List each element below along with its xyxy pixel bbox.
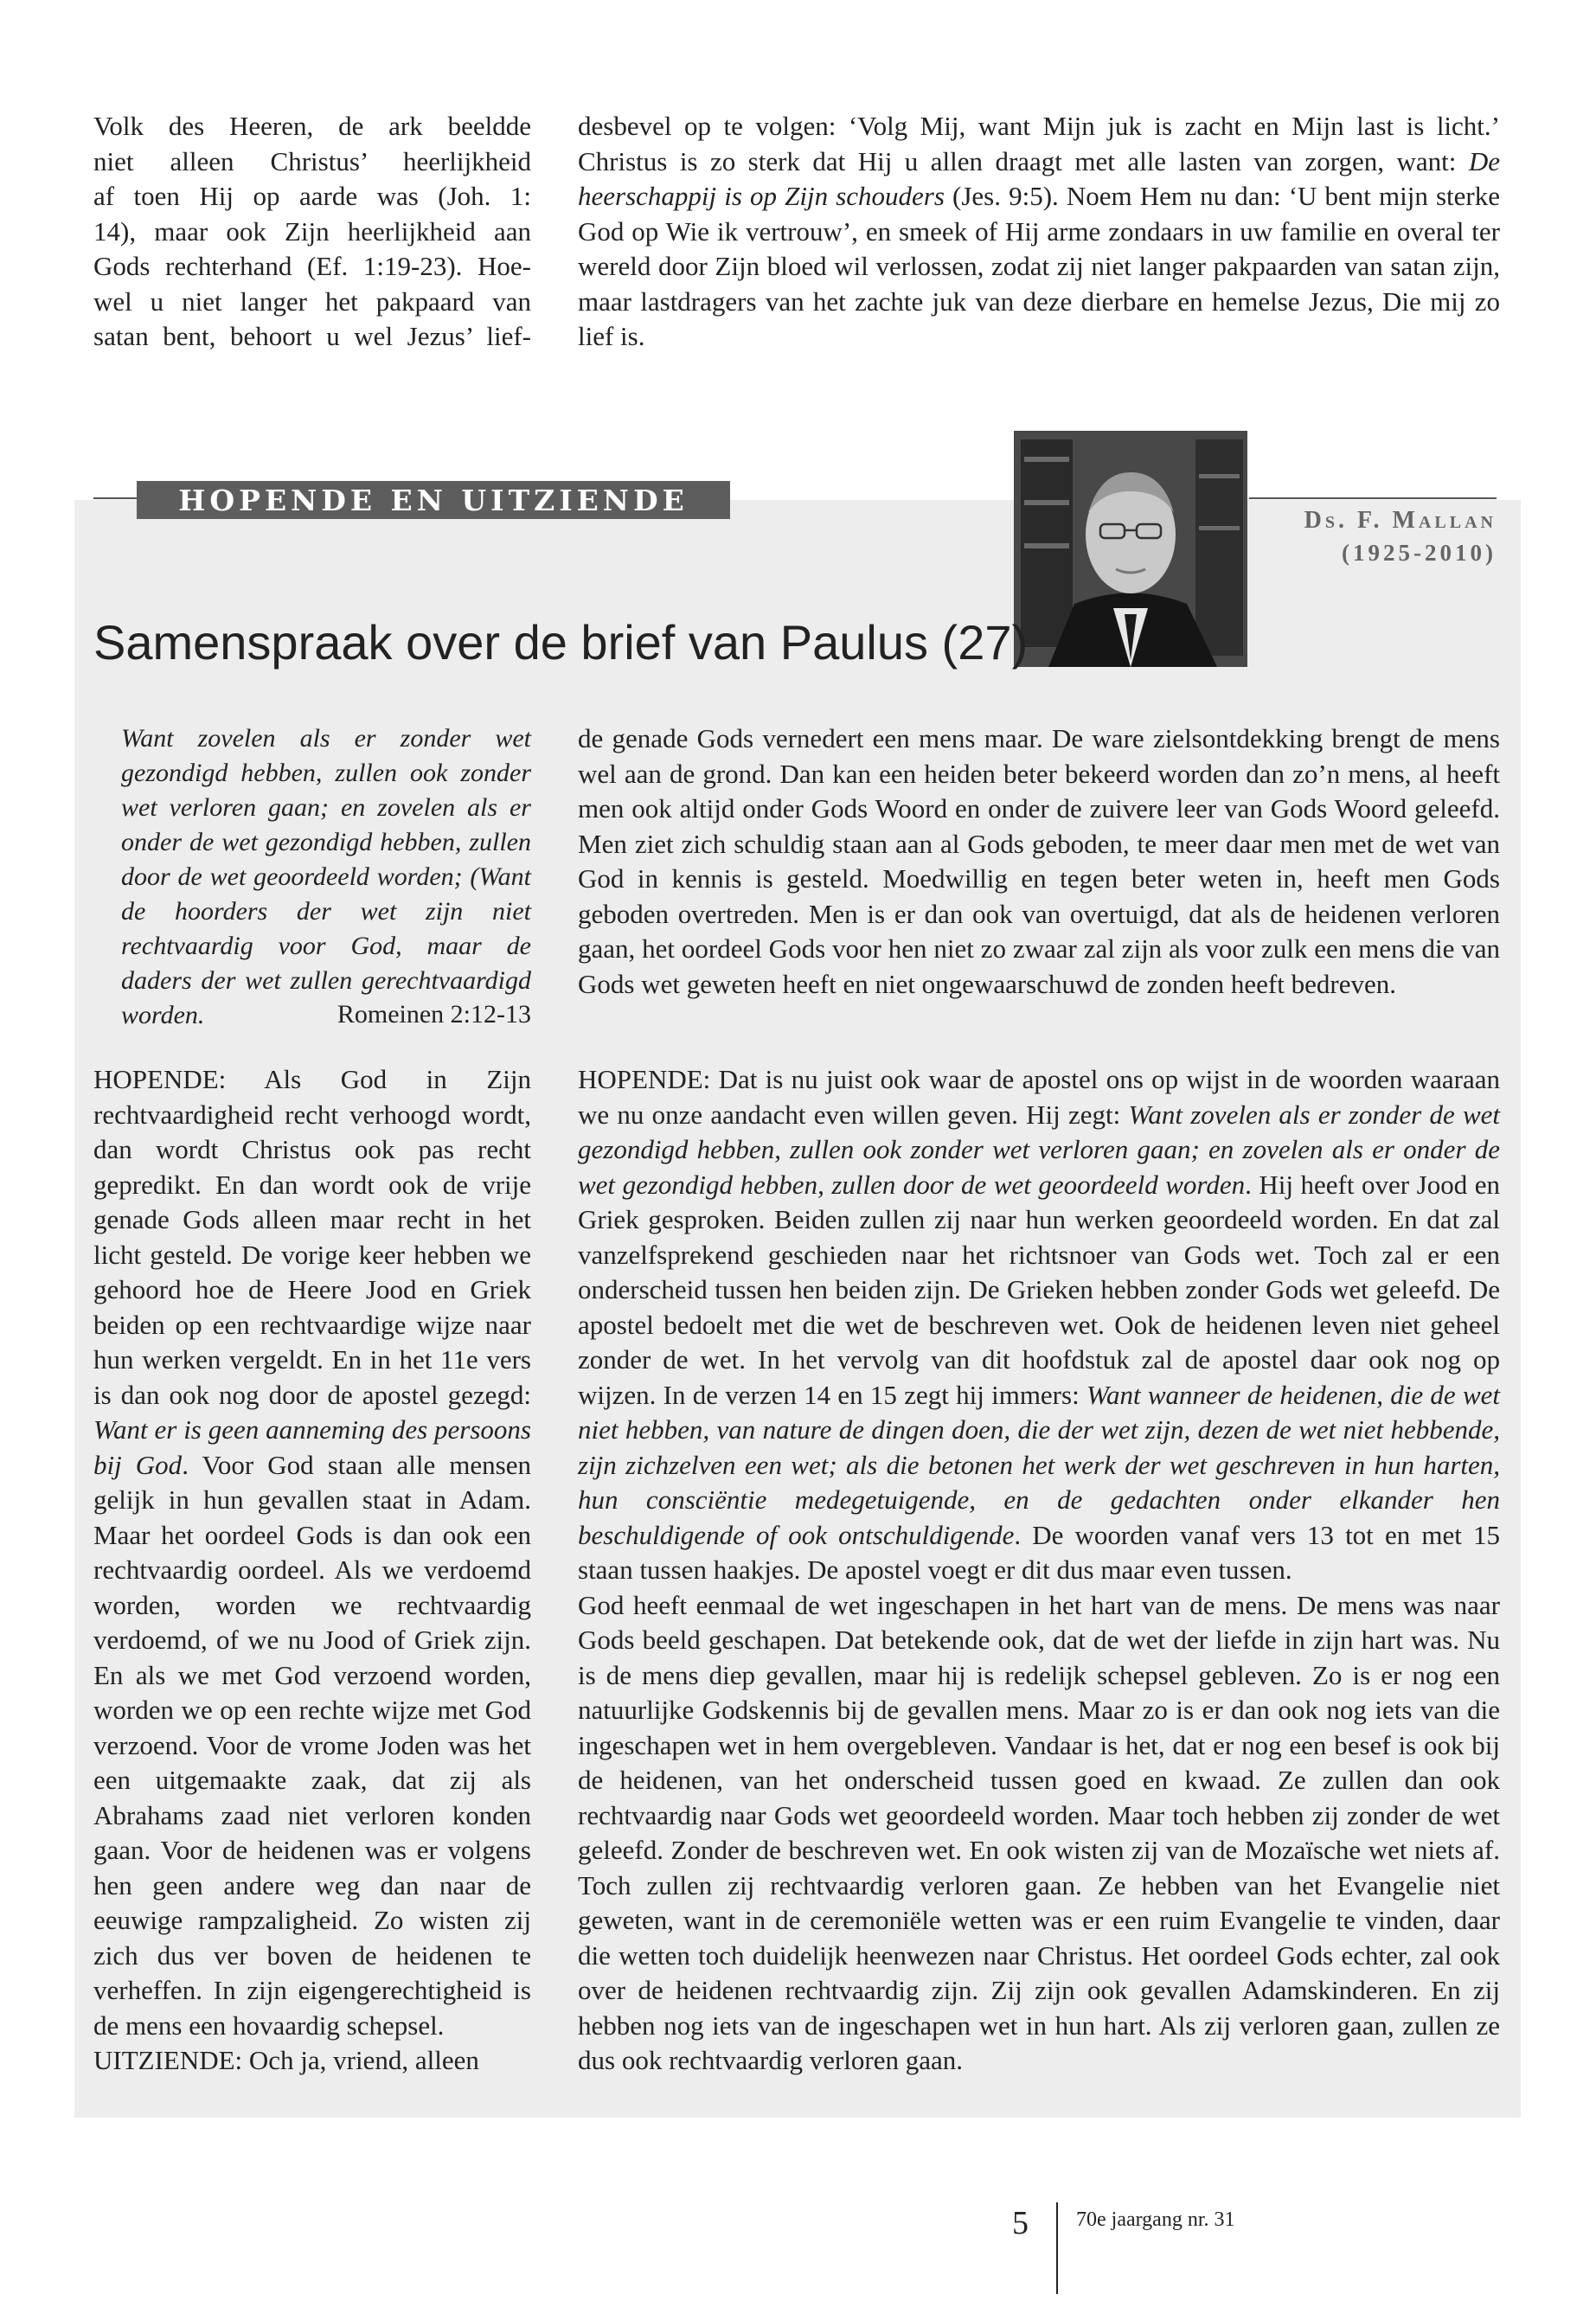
text-line: wel u niet langer het pakpaard van	[93, 285, 531, 317]
text-line: Volk des Heeren, de ark beeldde	[93, 111, 531, 141]
author-name: Ds. F. Mallan	[1304, 507, 1497, 534]
text-line: af toen Hij op aarde was (Joh. 1:	[93, 181, 531, 211]
scripture-reference: Romeinen 2:12-13	[337, 1000, 531, 1029]
italic-citation: Want zovelen als er zonder de wet gezondigd hebben, zullen ook zonder wet verloren gaan; en zovelen als er onder de wet gezondigd hebben, zullen door de wet geoordeeld worden	[578, 1099, 1500, 1200]
text-run: (Jes. 9:5). Noem Hem nu dan: ‘U bent mijn sterke God op Wie ik vertrouw’, en smeek of Hij arme zondaars in uw familie en overal ter wereld door Zijn bloed wil verlossen, zodat zij niet langer pakpaarden van satan zijn, maar lastdragers van het zachte juk van deze dierbare en hemelse Jezus, Die mij zo lief is.	[578, 181, 1500, 351]
text-line: niet alleen Christus’ heerlijkheid	[93, 145, 531, 176]
italic-citation: Want wanneer de heidenen, die de wet niet hebben, van nature de dingen doen, die der wet zijn, dezen de wet niet hebbende, zijn zichzelven een wet; als die betonen het werk der wet geschreven in hun harten, hun consciëntie medegetuigende, en de gedachten onder elkander hen beschuldigende of ook ontschuldigende	[578, 1379, 1501, 1550]
text-run: HOPENDE: Als God in Zijn rechtvaardigheid recht verhoogd wordt, dan wordt Christus ook pas recht gepredikt. En dan wordt ook de vrije genade Gods alleen maar recht in het licht gesteld. De vorige keer hebben we gehoord hoe de Heere Jood en Griek beiden op een rechtvaardige wijze naar hun werken vergeldt. En in het 11e vers is dan ook nog door de apostel gezegd:	[93, 1064, 531, 1410]
header-rule-left	[93, 497, 137, 499]
text-line: 14), maar ook Zijn heerlijkheid aan	[93, 215, 531, 247]
scripture-quote: Want zovelen als er zonder wet gezondigd hebben, zullen ook zonder wet verloren gaan; en zovelen als er onder de wet gezondigd hebben, zullen door de wet geoordeeld worden; (Want de hoorders der wet zijn niet rechtvaardig voor God, maar de daders der wet zullen gerechtvaardigd worden.	[121, 724, 531, 1029]
text-run: . Voor God staan alle mensen gelijk in hun gevallen staat in Adam. Maar het oordeel Gods is dan ook een rechtvaardig oordeel. Als we verdoemd worden, worden we rechtvaardig verdoemd, of we nu Jood of Griek zijn. En als we met God verzoend worden, worden we op een rechte wijze met God verzoend. Voor de vrome Joden was het een uitgemaakte zaak, dat zij als Abrahams zaad niet verloren konden gaan. Voor de heidenen was er volgens hen geen andere weg dan naar de eeuwige rampzaligheid. Zo wisten zij zich dus ver boven de heidenen te verheffen. In zijn eigengerechtigheid is de mens een hovaardig schepsel.	[93, 1449, 531, 2041]
article-title: Samenspraak over de brief van Paulus (27)	[93, 614, 1029, 670]
issue-label: 70e jaargang nr. 31	[1076, 2208, 1235, 2231]
text-line: Gods rechterhand (Ef. 1:19-23). Hoe-	[93, 251, 531, 281]
page-number: 5	[1012, 2205, 1029, 2241]
text-run: UITZIENDE: Och ja, vriend, alleen	[93, 2045, 479, 2075]
text-run: . Hij heeft over Jood en Griek gesproken. Beiden zullen zij naar hun werken geoordeeld worden. En dat zal vanzelfsprekend geschieden naar het richtsnoer van Gods wet. Toch zal er een onderscheid tussen hen beiden zijn. De Grieken hebben zonder Gods wet geleefd. De apostel bedoelt met die wet de beschreven wet. Ook de heidenen leven niet geheel zonder de wet. In het vervolg van dit hoofdstuk zal de apostel daar ook nog op wijzen. In de verzen 14 en 15 zegt hij immers:	[578, 1169, 1501, 1410]
text-line: satan bent, behoort u wel Jezus’ lief-	[93, 321, 531, 351]
author-portrait	[1014, 431, 1247, 667]
body-right-column	[578, 1062, 1500, 2079]
text-run: . De woorden vanaf vers 13 tot en met 15 staan tussen haakjes. De apostel voegt er dit dus maar even tussen.	[578, 1519, 1500, 1585]
header-rule-right	[1249, 497, 1497, 499]
body-right-column-top: de genade Gods vernedert een mens maar. De ware zielsontdekking brengt de mens wel aan de grond. Dan kan een heiden beter bekeerd worden dan zo’n mens, al heeft men ook altijd onder Gods Woord en onder de zuivere leer van Gods Woord geleefd. Men ziet zich schuldig staan aan al Gods geboden, te meer daar men met de wet van God in kennis is gesteld. Moedwillig en tegen beter weten in, heeft men Gods geboden overtreden. Men is er dan ook van overtuigd, dat als de heidenen verloren gaan, het oordeel Gods voor hen niet zo zwaar zal zijn als voor zulk een mens die van Gods wet geweten heeft en niet ongewaarschuwd de zonden heeft bedreven.	[578, 723, 1500, 999]
italic-citation: Want er is geen aanneming des persoons bij God	[93, 1414, 531, 1480]
text-run: HOPENDE: Dat is nu juist ook waar de apostel ons op wijst in de woorden waaraan we nu onze aandacht even willen geven. Hij zegt:	[578, 1064, 1500, 1130]
continued-text-right-column	[578, 109, 1500, 355]
text-run: God heeft eenmaal de wet ingeschapen in het hart van de mens. De mens was naar Gods beeld geschapen. Dat betekende ook, dat de wet der liefde in zijn hart was. Nu is de mens diep gevallen, maar hij is redelijk schepsel gebleven. Zo is er nog een natuurlijke Godskennis bij de gevallen mens. Maar zo is er dan ook nog iets van die ingeschapen wet in hem overgebleven. Vandaar is het, dat er nog een besef is ook bij de heidenen, van het onderscheid tussen goed en kwaad. Ze zullen dan ook rechtvaardig naar Gods wet geoordeeld worden. Maar toch hebben zij zonder de wet geleefd. Zonder de beschreven wet. En ook wisten zij van de Mozaïsche wet niets af. Toch zullen zij rechtvaardig verloren gaan. Ze hebben van het Evangelie niet geweten, want in de ceremoniële wetten was er een ruim Evangelie te vinden, daar die wetten toch duidelijk heenwezen naar Christus. Het oordeel Gods echter, zal ook over de heidenen rechtvaardig zijn. Zij zijn ook gevallen Adamskinderen. En zij hebben nog iets van de ingeschapen wet in hun hart. Als zij verloren gaan, zullen ze dus ook rechtvaardig verloren gaan.	[578, 1589, 1500, 2075]
italic-citation: De heerschappij is op Zijn schouders	[578, 145, 1500, 211]
continued-text-left-column	[93, 109, 531, 355]
footer-divider	[1056, 2202, 1058, 2294]
body-left-column	[93, 1062, 531, 2079]
text-run: desbevel op te volgen: ‘Volg Mij, want Mijn juk is zacht en Mijn last is licht.’ Christus is zo sterk dat Hij u allen draagt met alle lasten van zorgen, want:	[578, 111, 1500, 176]
author-years: (1925-2010)	[1342, 540, 1497, 566]
category-banner: HOPENDE EN UITZIENDE	[137, 481, 730, 519]
